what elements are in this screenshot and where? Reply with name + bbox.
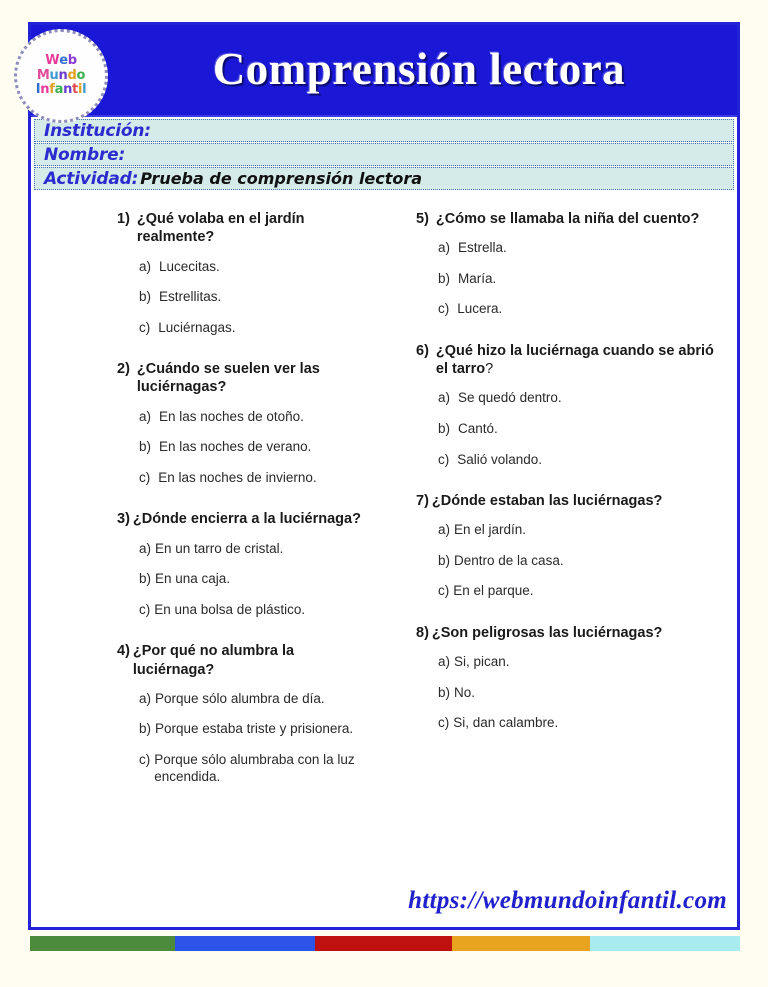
logo-line-infantil: Infantil [35,82,87,98]
option-text: En las noches de otoño. [159,408,304,424]
question-text-1: ¿Qué volaba en el jardín realmente? [136,211,305,246]
question-block-6 [416,342,719,468]
question-heading-6 [416,342,719,379]
option-letter: a) [139,258,152,274]
option-5-a[interactable] [438,239,719,257]
field-label-actividad: Actividad: [44,168,139,189]
field-label-institucion: Institución: [44,120,151,141]
field-row-institucion[interactable] [34,119,734,142]
question-number-2: 2) [117,361,130,378]
option-text: Porque estaba triste y prisionera. [155,721,354,737]
logo-line-web: Web [45,53,77,69]
question-number-7: 7) [416,493,429,510]
options-8 [416,653,719,732]
header-banner [31,25,737,117]
option-6-a[interactable] [438,389,719,407]
question-heading-3 [117,510,376,528]
question-heading-8 [416,624,719,642]
option-2-c[interactable] [139,469,376,487]
question-block-3 [117,510,376,618]
option-2-b[interactable] [139,438,376,456]
option-letter: c) [438,301,450,317]
question-text-3: ¿Dónde encierra a la luciérnaga? [132,511,361,528]
option-text: Lucera. [457,301,503,317]
question-heading-7 [416,492,719,510]
option-letter: c) [438,583,450,599]
option-4-a[interactable] [139,690,376,708]
footer-website-url[interactable]: https://webmundoinfantil.com [408,887,727,914]
option-6-c[interactable] [438,451,719,469]
options-4 [117,690,376,786]
option-text: Luciérnagas. [158,319,236,335]
question-number-1: 1) [117,211,130,227]
question-heading-5 [416,210,719,228]
option-text: Cantó. [458,420,498,436]
option-2-a[interactable] [139,408,376,426]
worksheet-sheet [28,22,740,930]
color-segment-cyan [590,936,740,951]
questions-column-right [384,210,723,810]
option-text: En las noches de verano. [159,439,312,455]
option-letter: a) [438,654,451,670]
option-text: María. [458,270,497,286]
option-letter: b) [139,571,152,587]
option-text: Si, dan calambre. [453,715,559,731]
options-7 [416,521,719,600]
color-segment-red [315,936,452,951]
logo-line-mundo: Mundo [36,67,86,83]
question-heading-4 [117,642,376,679]
option-text: Se quedó dentro. [458,390,562,406]
option-7-a[interactable] [438,521,719,539]
option-1-c[interactable] [139,319,376,337]
field-value-actividad: Prueba de comprensión lectora [140,169,423,188]
option-7-c[interactable] [438,582,719,600]
option-4-c[interactable] [139,751,376,786]
question-block-1 [117,210,376,336]
option-letter: b) [438,270,451,286]
option-text: Dentro de la casa. [454,552,564,568]
option-letter: a) [139,408,152,424]
question-text-5: ¿Cómo se llamaba la niña del cuento? [435,211,700,227]
question-block-5 [416,210,719,318]
option-text: En una caja. [155,571,231,587]
option-text: Estrella. [458,240,507,256]
option-5-c[interactable] [438,300,719,318]
questions-columns [31,210,737,810]
option-letter: c) [438,451,450,467]
question-number-5: 5) [416,211,429,227]
field-row-actividad[interactable] [34,167,734,190]
option-letter: b) [438,420,451,436]
question-block-8 [416,624,719,732]
options-5 [416,239,719,318]
field-label-nombre: Nombre: [44,144,126,165]
option-8-c[interactable] [438,714,719,732]
option-text: Estrellitas. [159,289,222,305]
option-7-b[interactable] [438,552,719,570]
option-letter: c) [139,319,151,335]
option-3-a[interactable] [139,540,376,558]
question-heading-1 [117,210,376,247]
site-logo [14,29,108,123]
option-text: No. [454,684,476,700]
option-letter: a) [438,390,451,406]
option-letter: a) [139,540,152,556]
page-title: Comprensión lectora [212,43,626,94]
question-block-2 [117,360,376,486]
option-letter: b) [139,439,152,455]
options-2 [117,408,376,487]
option-text: En un tarro de cristal. [155,540,284,556]
options-6 [416,389,719,468]
question-text-8: ¿Son peligrosas las luciérnagas? [431,624,663,641]
question-heading-2 [117,360,376,397]
option-1-a[interactable] [139,258,376,276]
option-text: Si, pican. [454,654,510,670]
options-3 [117,540,376,619]
option-8-b[interactable] [438,684,719,702]
field-rows [31,117,737,194]
question-number-8: 8) [416,624,429,641]
option-text: En el parque. [453,583,534,599]
option-3-c[interactable] [139,601,376,619]
option-4-b[interactable] [139,720,376,738]
option-letter: a) [139,690,152,706]
option-1-b[interactable] [139,288,376,306]
question-text-main: ¿Qué hizo la luciérnaga cuando se abrió el tarro [435,342,714,378]
field-row-nombre[interactable] [34,143,734,166]
option-text: En una bolsa de plástico. [154,601,306,617]
option-6-b[interactable] [438,420,719,438]
option-letter: c) [139,601,151,617]
question-number-6: 6) [416,342,429,359]
color-segment-green [30,936,175,951]
question-number-3: 3) [117,511,130,528]
option-letter: c) [139,469,151,485]
option-letter: c) [139,751,151,767]
option-text: Lucecitas. [159,258,220,274]
color-segment-orange [452,936,590,951]
option-text: En las noches de invierno. [158,469,317,485]
bottom-color-bar [30,936,740,951]
option-3-b[interactable] [139,570,376,588]
option-8-a[interactable] [438,653,719,671]
options-1 [117,258,376,337]
question-block-7 [416,492,719,600]
question-text-tail: ? [485,361,494,378]
option-letter: b) [139,721,152,737]
question-text-4: ¿Por qué no alumbra la luciérnaga? [132,643,295,678]
option-text: Salió volando. [457,451,543,467]
question-block-4 [117,642,376,786]
option-letter: a) [438,240,451,256]
question-text-7: ¿Dónde estaban las luciérnagas? [431,493,663,510]
option-text: En el jardín. [454,522,527,538]
option-letter: b) [438,552,451,568]
question-text-2: ¿Cuándo se suelen ver las luciérnagas? [136,361,320,396]
option-5-b[interactable] [438,270,719,288]
color-segment-blue [175,936,315,951]
question-number-4: 4) [117,643,130,660]
option-letter: c) [438,715,450,731]
questions-column-left [45,210,384,810]
option-text: Porque sólo alumbra de día. [155,690,325,706]
option-letter: b) [438,684,451,700]
option-letter: b) [139,289,152,305]
question-text-6 [436,342,719,379]
option-text: Porque sólo alumbraba con la luz encendida. [154,751,355,785]
option-letter: a) [438,522,451,538]
